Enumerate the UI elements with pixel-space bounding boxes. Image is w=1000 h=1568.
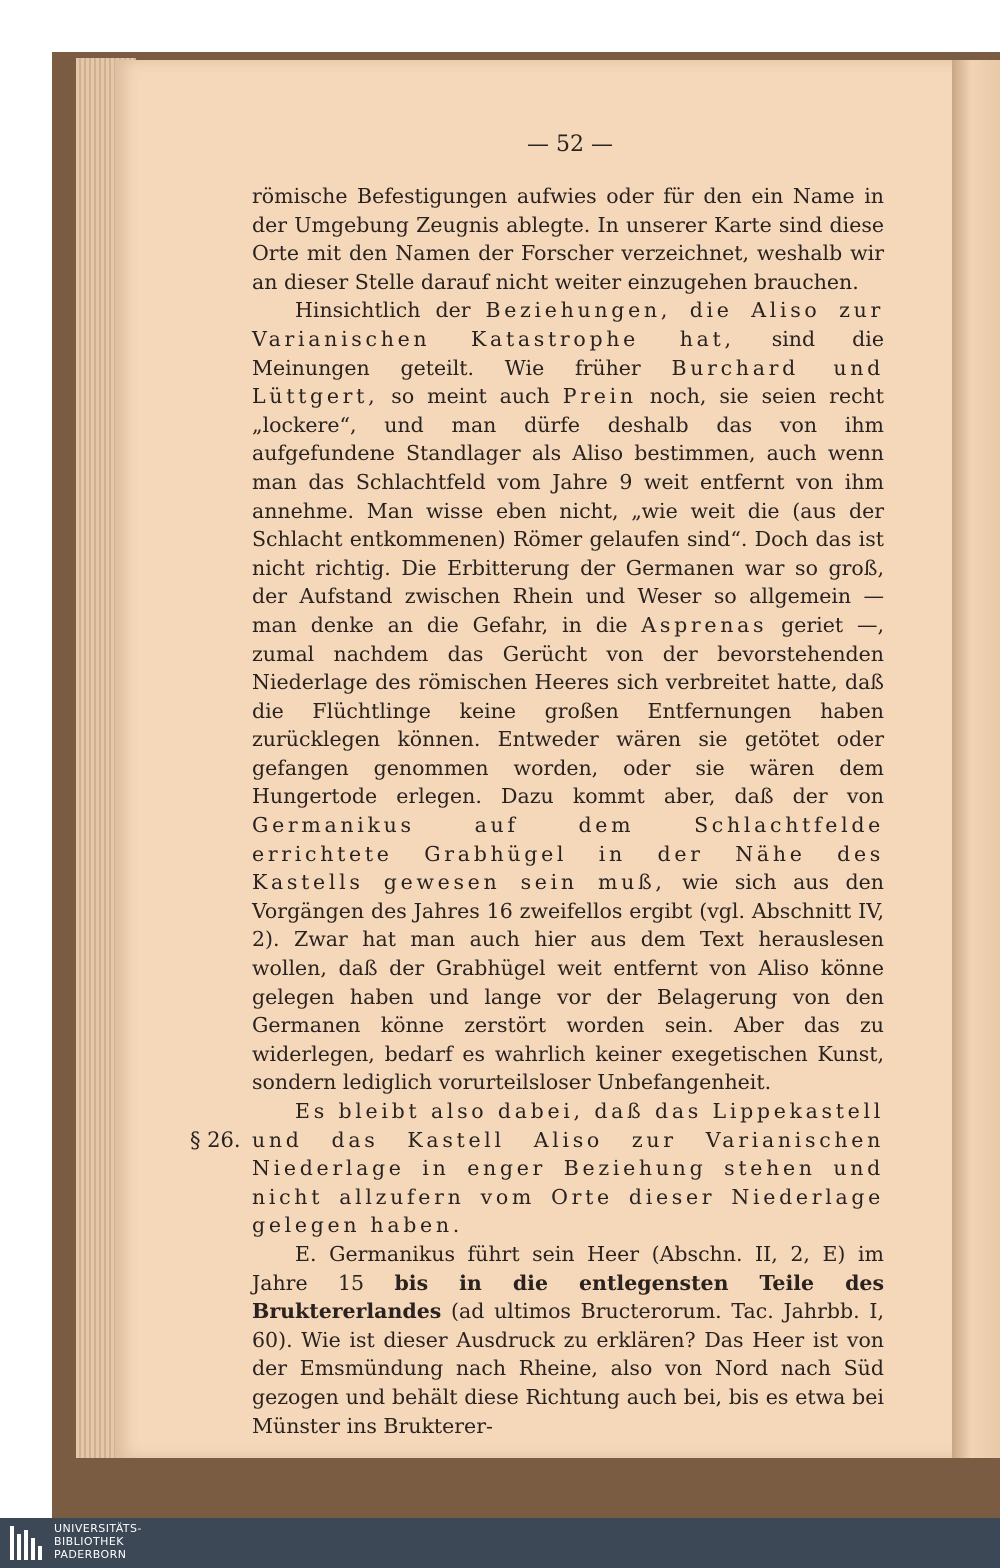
text-run: wie sich aus den Vorgängen des Jahres 16 zweifellos ergibt (vgl. Abschnitt IV, 2). Zwar hat man auch hier aus dem Text herauslesen wollen, daß der Grabhügel weit entfernt von Aliso könne gelegen haben und lange vor der Belagerung von den Germanen könne zerstört worden sein. Aber das zu widerlegen, bedarf es wahrlich keiner exegetischen Kunst, sondern lediglich vorurteilsloser Unbefangenheit.	[252, 870, 884, 1095]
text-run: so meint auch	[378, 384, 563, 409]
paragraph-1: römische Befestigungen aufwies oder für den ein Name in der Umgebung Zeugnis ablegte. In unserer Karte sind diese Orte mit den Namen der Forscher verzeichnet, weshalb wir an dieser Stelle darauf nicht weiter einzugehen brauchen.	[252, 184, 884, 294]
logo-line: PADERBORN	[54, 1548, 127, 1561]
emphasis-run: Beziehungen, die Aliso zur Varianischen Katastrophe hat,	[252, 298, 884, 351]
text-run: (ad ultimos Bructerorum. Tac. Jahrbb. I, 60). Wie ist dieser Ausdruck zu erklären? Das Heer ist von der Emsmündung nach Rheine, also von Nord nach Süd gezogen und behält diese Richtung auch bei, bis es etwa bei Münster ins Brukterer-	[252, 1299, 884, 1438]
page-number: — 52 —	[527, 132, 613, 157]
logo-line: UNIVERSITÄTS-	[54, 1522, 142, 1535]
emphasis-run: Germanikus auf dem Schlachtfelde errichtete Grabhügel in der Nähe des Kastells gewesen sein muß,	[252, 813, 884, 895]
emphasis-run: Burchard und Lüttgert,	[252, 355, 884, 409]
body-text	[252, 182, 884, 1440]
library-footer	[0, 1518, 1000, 1568]
section-mark: § 26.	[190, 1128, 241, 1152]
paragraph-3: Es bleibt also dabei, daß das Lippekastell und das Kastell Aliso zur Varianischen Niederlage in enger Beziehung stehen und nicht allzufern vom Orte dieser Niederlage gelegen haben.	[252, 1099, 884, 1238]
facing-page-edge	[952, 60, 1000, 1458]
text-run: noch, sie seien recht „lockere“, und man dürfe deshalb das von ihm aufgefundene Standlager als Aliso bestimmen, auch wenn man das Schlachtfeld vom Jahre 9 weit entfernt von ihm annehme. Man wisse eben nicht, „wie weit die (aus der Schlacht entkommenen) Römer gelaufen sind“. Doch das ist nicht richtig. Die Erbitterung der Germanen war so groß, der Aufstand zwischen Rhein und Weser so allgemein — man denke an die Gefahr, in die	[252, 384, 884, 637]
logo-line: BIBLIOTHEK	[54, 1535, 124, 1548]
text-run: Hinsichtlich der	[295, 298, 486, 323]
paragraph-2	[252, 296, 884, 1097]
emphasis-run: Prein	[562, 384, 637, 409]
text-run: geriet —, zumal nachdem das Gerücht von der bevorstehenden Niederlage des römischen Heeres sich verbreitet hatte, daß die Flüchtlinge keine großen Entfernungen haben zurücklegen können. Entweder wären sie getötet oder gefangen genommen worden, oder sie wären dem Hungertode erlegen. Dazu kommt aber, daß der von	[252, 612, 884, 809]
paragraph-4	[252, 1240, 884, 1440]
library-logo-text	[54, 1522, 142, 1561]
bold-run: bis in die entlegensten Teile des Bruktererlandes	[252, 1270, 884, 1324]
text-run: sind die Meinungen geteilt. Wie früher	[252, 326, 884, 380]
text-run: E. Germanikus führt sein Heer (Abschn. II, 2, E) im Jahre 15	[252, 1241, 884, 1295]
emphasis-run: Asprenas	[641, 612, 768, 637]
library-logo-icon	[10, 1526, 48, 1560]
